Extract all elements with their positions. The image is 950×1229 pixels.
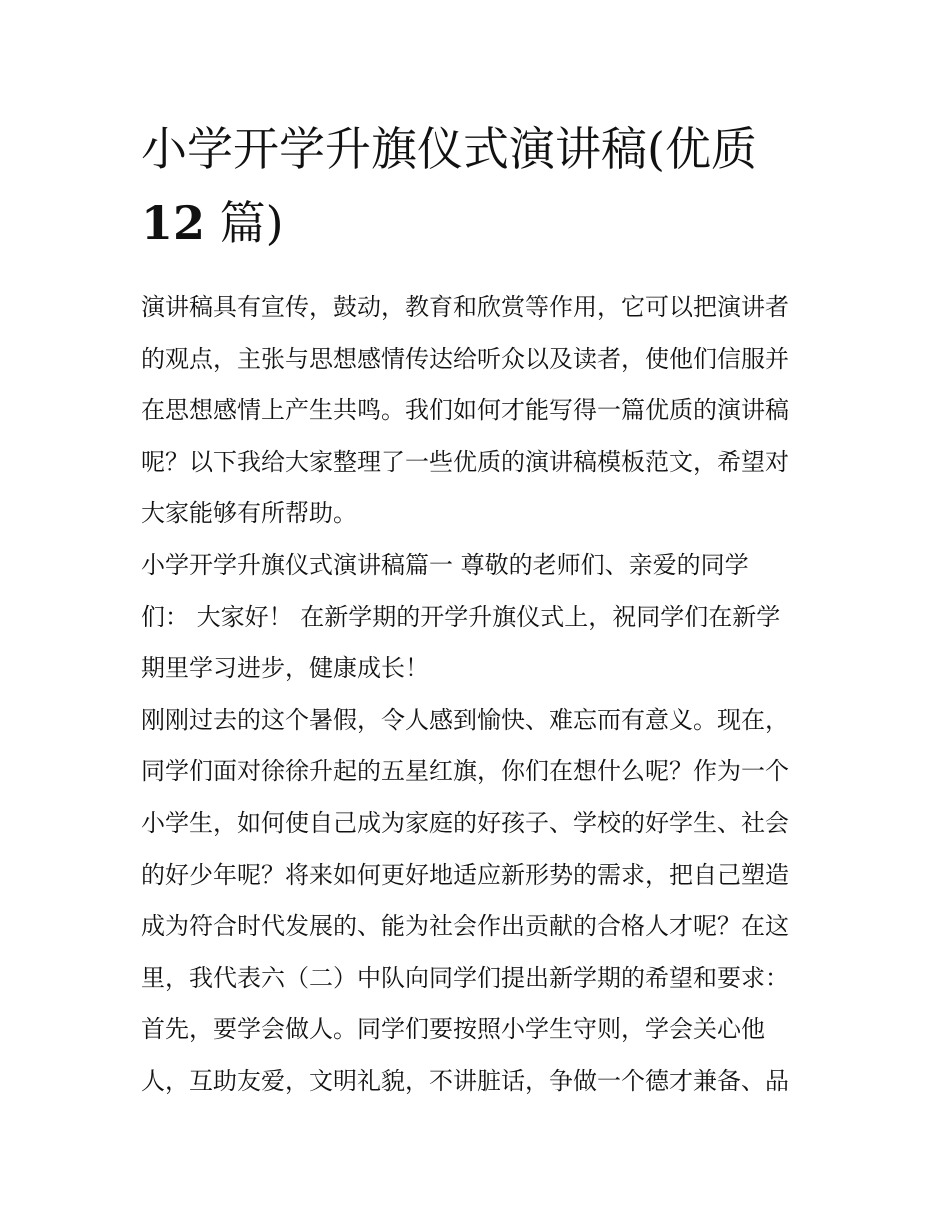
- paragraph-line: 里，我代表六（二）中队向同学们提出新学期的希望和要求：: [141, 963, 789, 992]
- paragraph-line: 首先，要学会做人。同学们要按照小学生守则，学会关心他: [141, 1015, 765, 1044]
- title-end: 篇): [219, 196, 284, 250]
- paragraph-line: 小学生，如何使自己成为家庭的好孩子、学校的好学生、社会: [141, 808, 789, 837]
- paragraph-line: 人，互助友爱，文明礼貌，不讲脏话，争做一个德才兼备、品: [141, 1066, 789, 1095]
- paragraph-line: 刚刚过去的这个暑假，令人感到愉快、难忘而有意义。现在，: [141, 705, 789, 734]
- paragraph-line: 的观点，主张与思想感情传达给听众以及读者，使他们信服并: [141, 344, 789, 373]
- paragraph-line: 演讲稿具有宣传，鼓动，教育和欣赏等作用，它可以把演讲者: [141, 293, 789, 321]
- paragraph-line: 同学们面对徐徐升起的五星红旗，你们在想什么呢？作为一个: [141, 757, 789, 786]
- paragraph-line: 的好少年呢？将来如何更好地适应新形势的需求，把自己塑造: [141, 860, 789, 889]
- title-main: 小学开学升旗仪式演讲稿(优质: [141, 122, 757, 176]
- document-title: [141, 112, 813, 260]
- paragraph-speech-body: [141, 695, 813, 1108]
- title-number: 12: [141, 196, 206, 250]
- paragraph-line: 在思想感情上产生共鸣。我们如何才能写得一篇优质的演讲稿: [141, 396, 789, 425]
- paragraph-line: 成为符合时代发展的、能为社会作出贡献的合格人才呢？在这: [141, 912, 789, 941]
- paragraph-line: 们： 大家好！ 在新学期的开学升旗仪式上，祝同学们在新学: [141, 602, 781, 631]
- document-content: [141, 112, 813, 1108]
- paragraph-speech-opening: [141, 540, 813, 695]
- paragraph-intro: [141, 282, 813, 540]
- paragraph-line: 期里学习进步，健康成长！: [141, 654, 429, 683]
- paragraph-line: 大家能够有所帮助。: [141, 499, 357, 528]
- paragraph-line: 小学开学升旗仪式演讲稿篇一 尊敬的老师们、亲爱的同学: [141, 550, 749, 579]
- paragraph-line: 呢？以下我给大家整理了一些优质的演讲稿模板范文，希望对: [141, 447, 789, 476]
